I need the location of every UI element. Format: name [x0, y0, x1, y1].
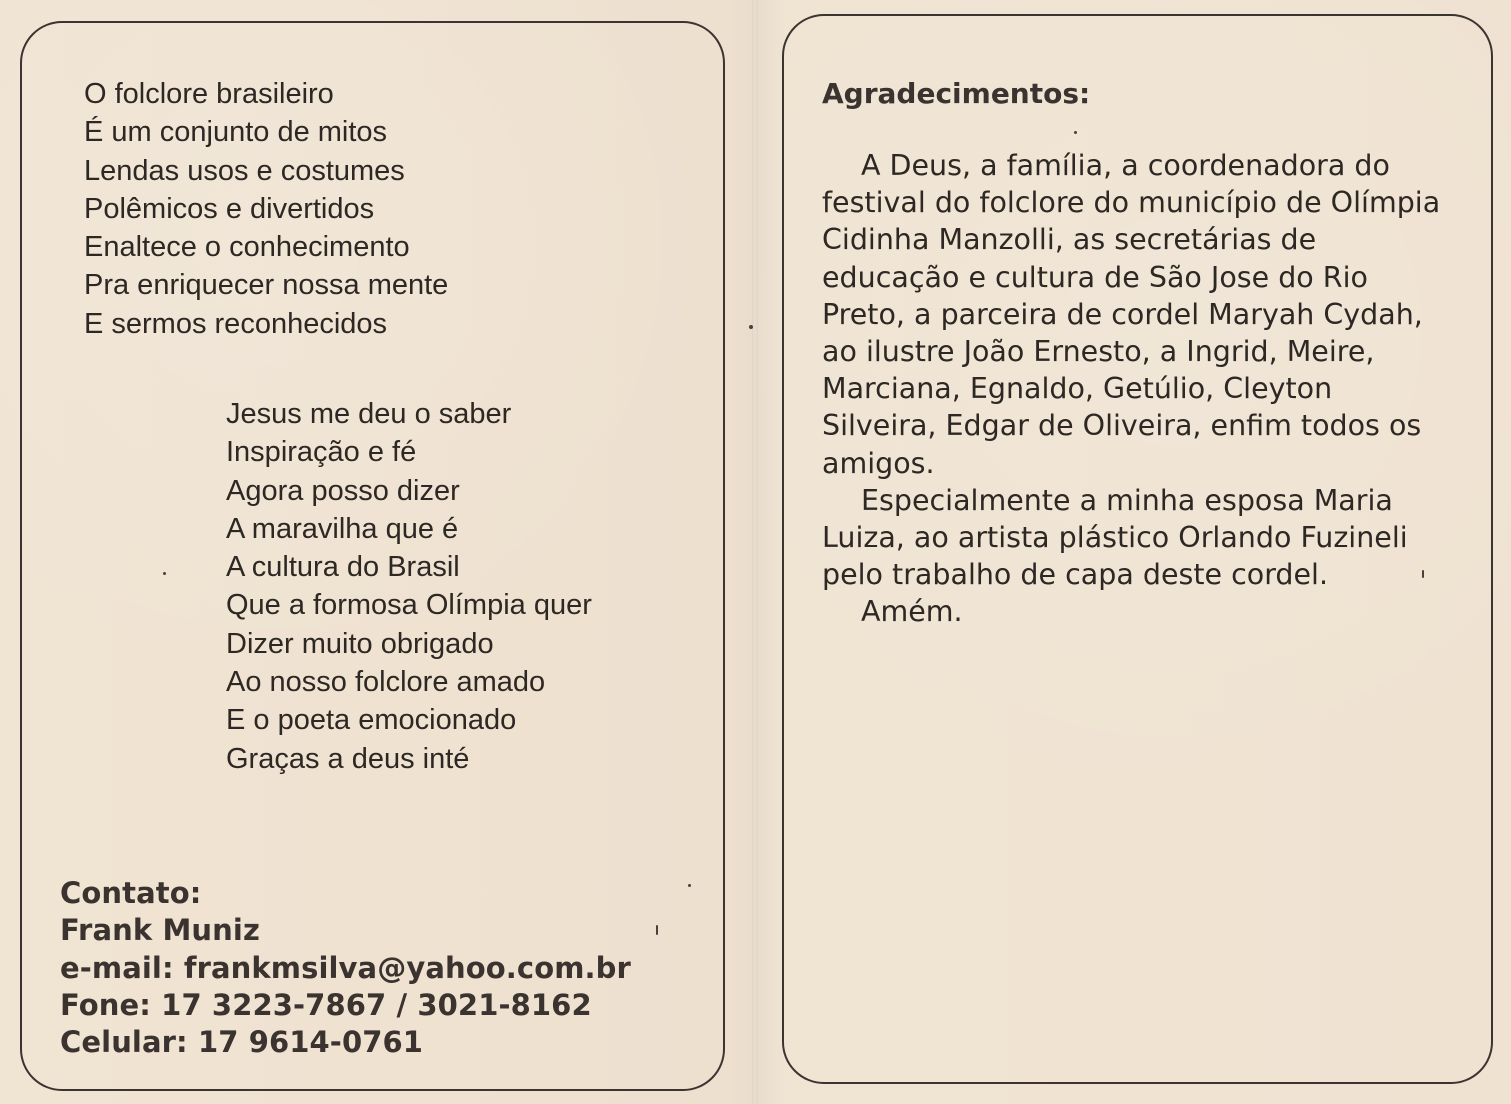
- poem-line: Polêmicos e divertidos: [84, 192, 375, 225]
- contact-block: [60, 875, 631, 1061]
- paper-speck: [656, 925, 658, 935]
- ack-line: Luiza, ao artista plástico Orlando Fuzineli: [822, 521, 1408, 555]
- ack-line: Especialmente a minha esposa Maria: [861, 483, 1393, 517]
- poem-line: Pra enriquecer nossa mente: [84, 269, 449, 302]
- acknowledgments-text: [822, 147, 1472, 631]
- poem-line: Que a formosa Olímpia quer: [226, 589, 592, 622]
- poem-line: Jesus me deu o saber: [226, 398, 512, 430]
- poem-line: E o poeta emocionado: [226, 704, 517, 737]
- contact-email: e-mail: frankmsilva@yahoo.com.br: [60, 950, 631, 985]
- poem-line: Dizer muito obrigado: [226, 627, 494, 660]
- contact-heading: Contato:: [60, 876, 202, 910]
- ack-line: educação e cultura de São Jose do Rio: [822, 260, 1368, 294]
- paper-speck: [1422, 570, 1424, 578]
- ack-line: Preto, a parceira de cordel Maryah Cydah,: [822, 297, 1423, 331]
- ack-line: A Deus, a família, a coordenadora do: [861, 149, 1390, 182]
- ack-line: Cidinha Manzolli, as secretárias de: [822, 223, 1317, 257]
- ack-line: pelo trabalho de capa deste cordel.: [822, 558, 1329, 592]
- ack-line: ao ilustre João Ernesto, a Ingrid, Meire,: [822, 335, 1375, 369]
- poem-line: A maravilha que é: [226, 512, 459, 545]
- poem-line: A cultura do Brasil: [226, 551, 460, 584]
- poem-line: O folclore brasileiro: [84, 78, 334, 110]
- poem-line: Enaltece o conhecimento: [84, 231, 410, 264]
- poem-line: Agora posso dizer: [226, 474, 460, 507]
- poem-line: Graças a deus inté: [226, 742, 470, 775]
- ack-line: Silveira, Edgar de Oliveira, enfim todos os: [822, 409, 1422, 443]
- poem-stanza-1: [84, 75, 448, 343]
- poem-line: Ao nosso folclore amado: [226, 666, 546, 699]
- contact-name: Frank Muniz: [60, 913, 260, 948]
- paper-speck: [688, 884, 691, 887]
- poem-line: E sermos reconhecidos: [84, 307, 388, 340]
- ack-line: amigos.: [822, 446, 935, 480]
- poem-line: Lendas usos e costumes: [84, 154, 405, 187]
- contact-cell: Celular: 17 9614-0761: [60, 1025, 424, 1060]
- acknowledgments-heading: Agradecimentos:: [822, 77, 1091, 110]
- ack-line: Amém.: [861, 595, 963, 629]
- paper-speck: [749, 325, 753, 329]
- page-fold: [752, 0, 758, 1104]
- poem-stanza-2: [226, 395, 592, 778]
- paper-speck: [163, 572, 166, 575]
- ack-line: festival do folclore do município de Olímpia: [822, 186, 1441, 220]
- ack-line: Marciana, Egnaldo, Getúlio, Cleyton: [822, 372, 1333, 406]
- poem-line: É um conjunto de mitos: [84, 116, 388, 149]
- contact-phone: Fone: 17 3223-7867 / 3021-8162: [60, 987, 592, 1022]
- poem-line: Inspiração e fé: [226, 436, 417, 469]
- paper-speck: [1074, 131, 1077, 134]
